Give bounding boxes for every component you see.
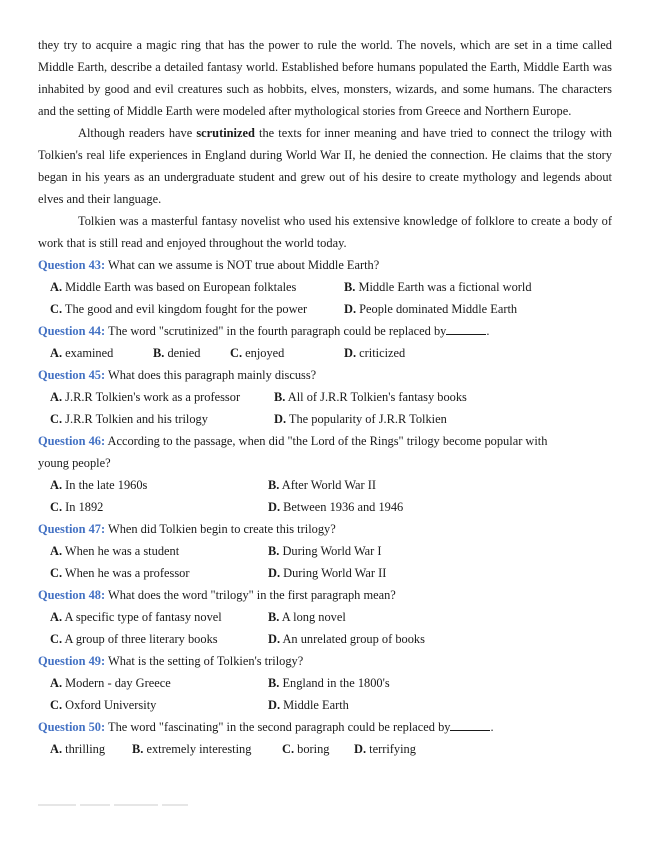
option-b: B. During World War I [268, 544, 382, 558]
option-d: D. The popularity of J.R.R Tolkien [274, 412, 447, 426]
question-48 [38, 584, 612, 606]
option-c: C. A group of three literary books [50, 632, 218, 646]
question-text: What does the word "trilogy" in the first paragraph mean? [105, 588, 396, 602]
option-b: B. A long novel [268, 610, 346, 624]
options-row [38, 474, 612, 496]
option-a: A. Modern - day Greece [50, 676, 171, 690]
question-46 [38, 430, 612, 452]
question-number: Question 43: [38, 258, 106, 272]
question-text: What is the setting of Tolkien's trilogy? [105, 654, 304, 668]
options-row [38, 342, 612, 364]
faded-footer-text [38, 797, 238, 803]
question-number: Question 48: [38, 588, 106, 602]
options-row [38, 540, 612, 562]
question-number: Question 49: [38, 654, 106, 668]
option-a: A. A specific type of fantasy novel [50, 610, 222, 624]
option-a: A. When he was a student [50, 544, 180, 558]
option-d: D. Middle Earth [268, 698, 349, 712]
option-c: C. When he was a professor [50, 566, 190, 580]
question-number: Question 44: [38, 324, 106, 338]
option-d: D. Between 1936 and 1946 [268, 500, 404, 514]
paragraph-text: Although readers have [78, 126, 197, 140]
option-a: A. Middle Earth was based on European folktales [50, 280, 297, 294]
option-d: D. criticized [344, 346, 406, 360]
document-page [38, 34, 612, 760]
option-c: C. enjoyed [230, 346, 285, 360]
question-text: What does this paragraph mainly discuss? [105, 368, 317, 382]
answer-blank [450, 718, 490, 731]
option-d: D. An unrelated group of books [268, 632, 425, 646]
question-50: Question 50: The word "fascinating" in the second paragraph could be replaced by . [38, 720, 494, 734]
option-b: B. extremely interesting [132, 742, 252, 756]
option-a: A. J.R.R Tolkien's work as a professor [50, 390, 241, 404]
option-c: C. J.R.R Tolkien and his trilogy [50, 412, 208, 426]
options-row [38, 606, 612, 628]
options-row [38, 562, 612, 584]
option-c: C. The good and evil kingdom fought for the power [50, 302, 308, 316]
answer-blank [446, 322, 486, 335]
option-a: A. examined [50, 346, 114, 360]
passage-paragraph-3: Tolkien was a masterful fantasy novelist who used his extensive knowledge of folklore to create a body of work that is still read and enjoyed throughout the world today. [38, 214, 612, 250]
question-43 [38, 254, 612, 276]
bold-word-scrutinized: scrutinized [196, 126, 255, 140]
question-text: According to the passage, when did "the Lord of the Rings" trilogy become popular with [105, 434, 548, 448]
option-b: B. denied [153, 346, 201, 360]
question-number: Question 50: [38, 720, 106, 734]
passage-paragraph-1: they try to acquire a magic ring that has the power to rule the world. The novels, which are set in a time called Middle Earth, describe a detailed fantasy world. Established before humans populated the Earth, Middle Earth was inhabited by good and evil creatures such as hobbits, elves, monsters, wizards, and some humans. The characters and the setting of Middle Earth were modeled after mythological stories from Greece and Northern Europe. [38, 38, 612, 118]
options-row [38, 694, 612, 716]
question-text: When did Tolkien begin to create this trilogy? [105, 522, 336, 536]
question-46-continued: young people? [38, 456, 111, 470]
options-row [38, 386, 612, 408]
option-d: D. People dominated Middle Earth [344, 302, 518, 316]
option-c: C. In 1892 [50, 500, 104, 514]
option-b: B. After World War II [268, 478, 377, 492]
option-c: C. Oxford University [50, 698, 157, 712]
question-number: Question 45: [38, 368, 106, 382]
option-b: B. Middle Earth was a fictional world [344, 280, 532, 294]
question-number: Question 46: [38, 434, 106, 448]
question-45 [38, 364, 612, 386]
option-b: B. All of J.R.R Tolkien's fantasy books [274, 390, 467, 404]
option-a: A. thrilling [50, 742, 106, 756]
options-row [38, 298, 612, 320]
paragraph-text: the texts for inner meaning and have tried to connect the trilogy with Tolkien's real life experiences in England during World War II, he denied the connection. He claims that the story began in his years as an undergraduate student and grew out of his desire to create mythology and legends about elves and their language. [38, 126, 612, 206]
options-row [38, 628, 612, 650]
options-row [38, 672, 612, 694]
question-number: Question 47: [38, 522, 106, 536]
option-d: D. During World War II [268, 566, 387, 580]
question-text: The word "fascinating" in the second paragraph could be replaced by [105, 720, 451, 734]
question-text: The word "scrutinized" in the fourth paragraph could be replaced by [105, 324, 447, 338]
option-a: A. In the late 1960s [50, 478, 148, 492]
options-row [38, 738, 612, 760]
question-49 [38, 650, 612, 672]
option-b: B. England in the 1800's [268, 676, 390, 690]
passage-paragraph-2 [38, 122, 612, 210]
option-d: D. terrifying [354, 742, 416, 756]
question-47 [38, 518, 612, 540]
option-c: C. boring [282, 742, 330, 756]
options-row [38, 276, 612, 298]
question-text: What can we assume is NOT true about Middle Earth? [105, 258, 380, 272]
options-row [38, 408, 612, 430]
question-44: Question 44: The word "scrutinized" in the fourth paragraph could be replaced by . [38, 324, 490, 338]
options-row [38, 496, 612, 518]
